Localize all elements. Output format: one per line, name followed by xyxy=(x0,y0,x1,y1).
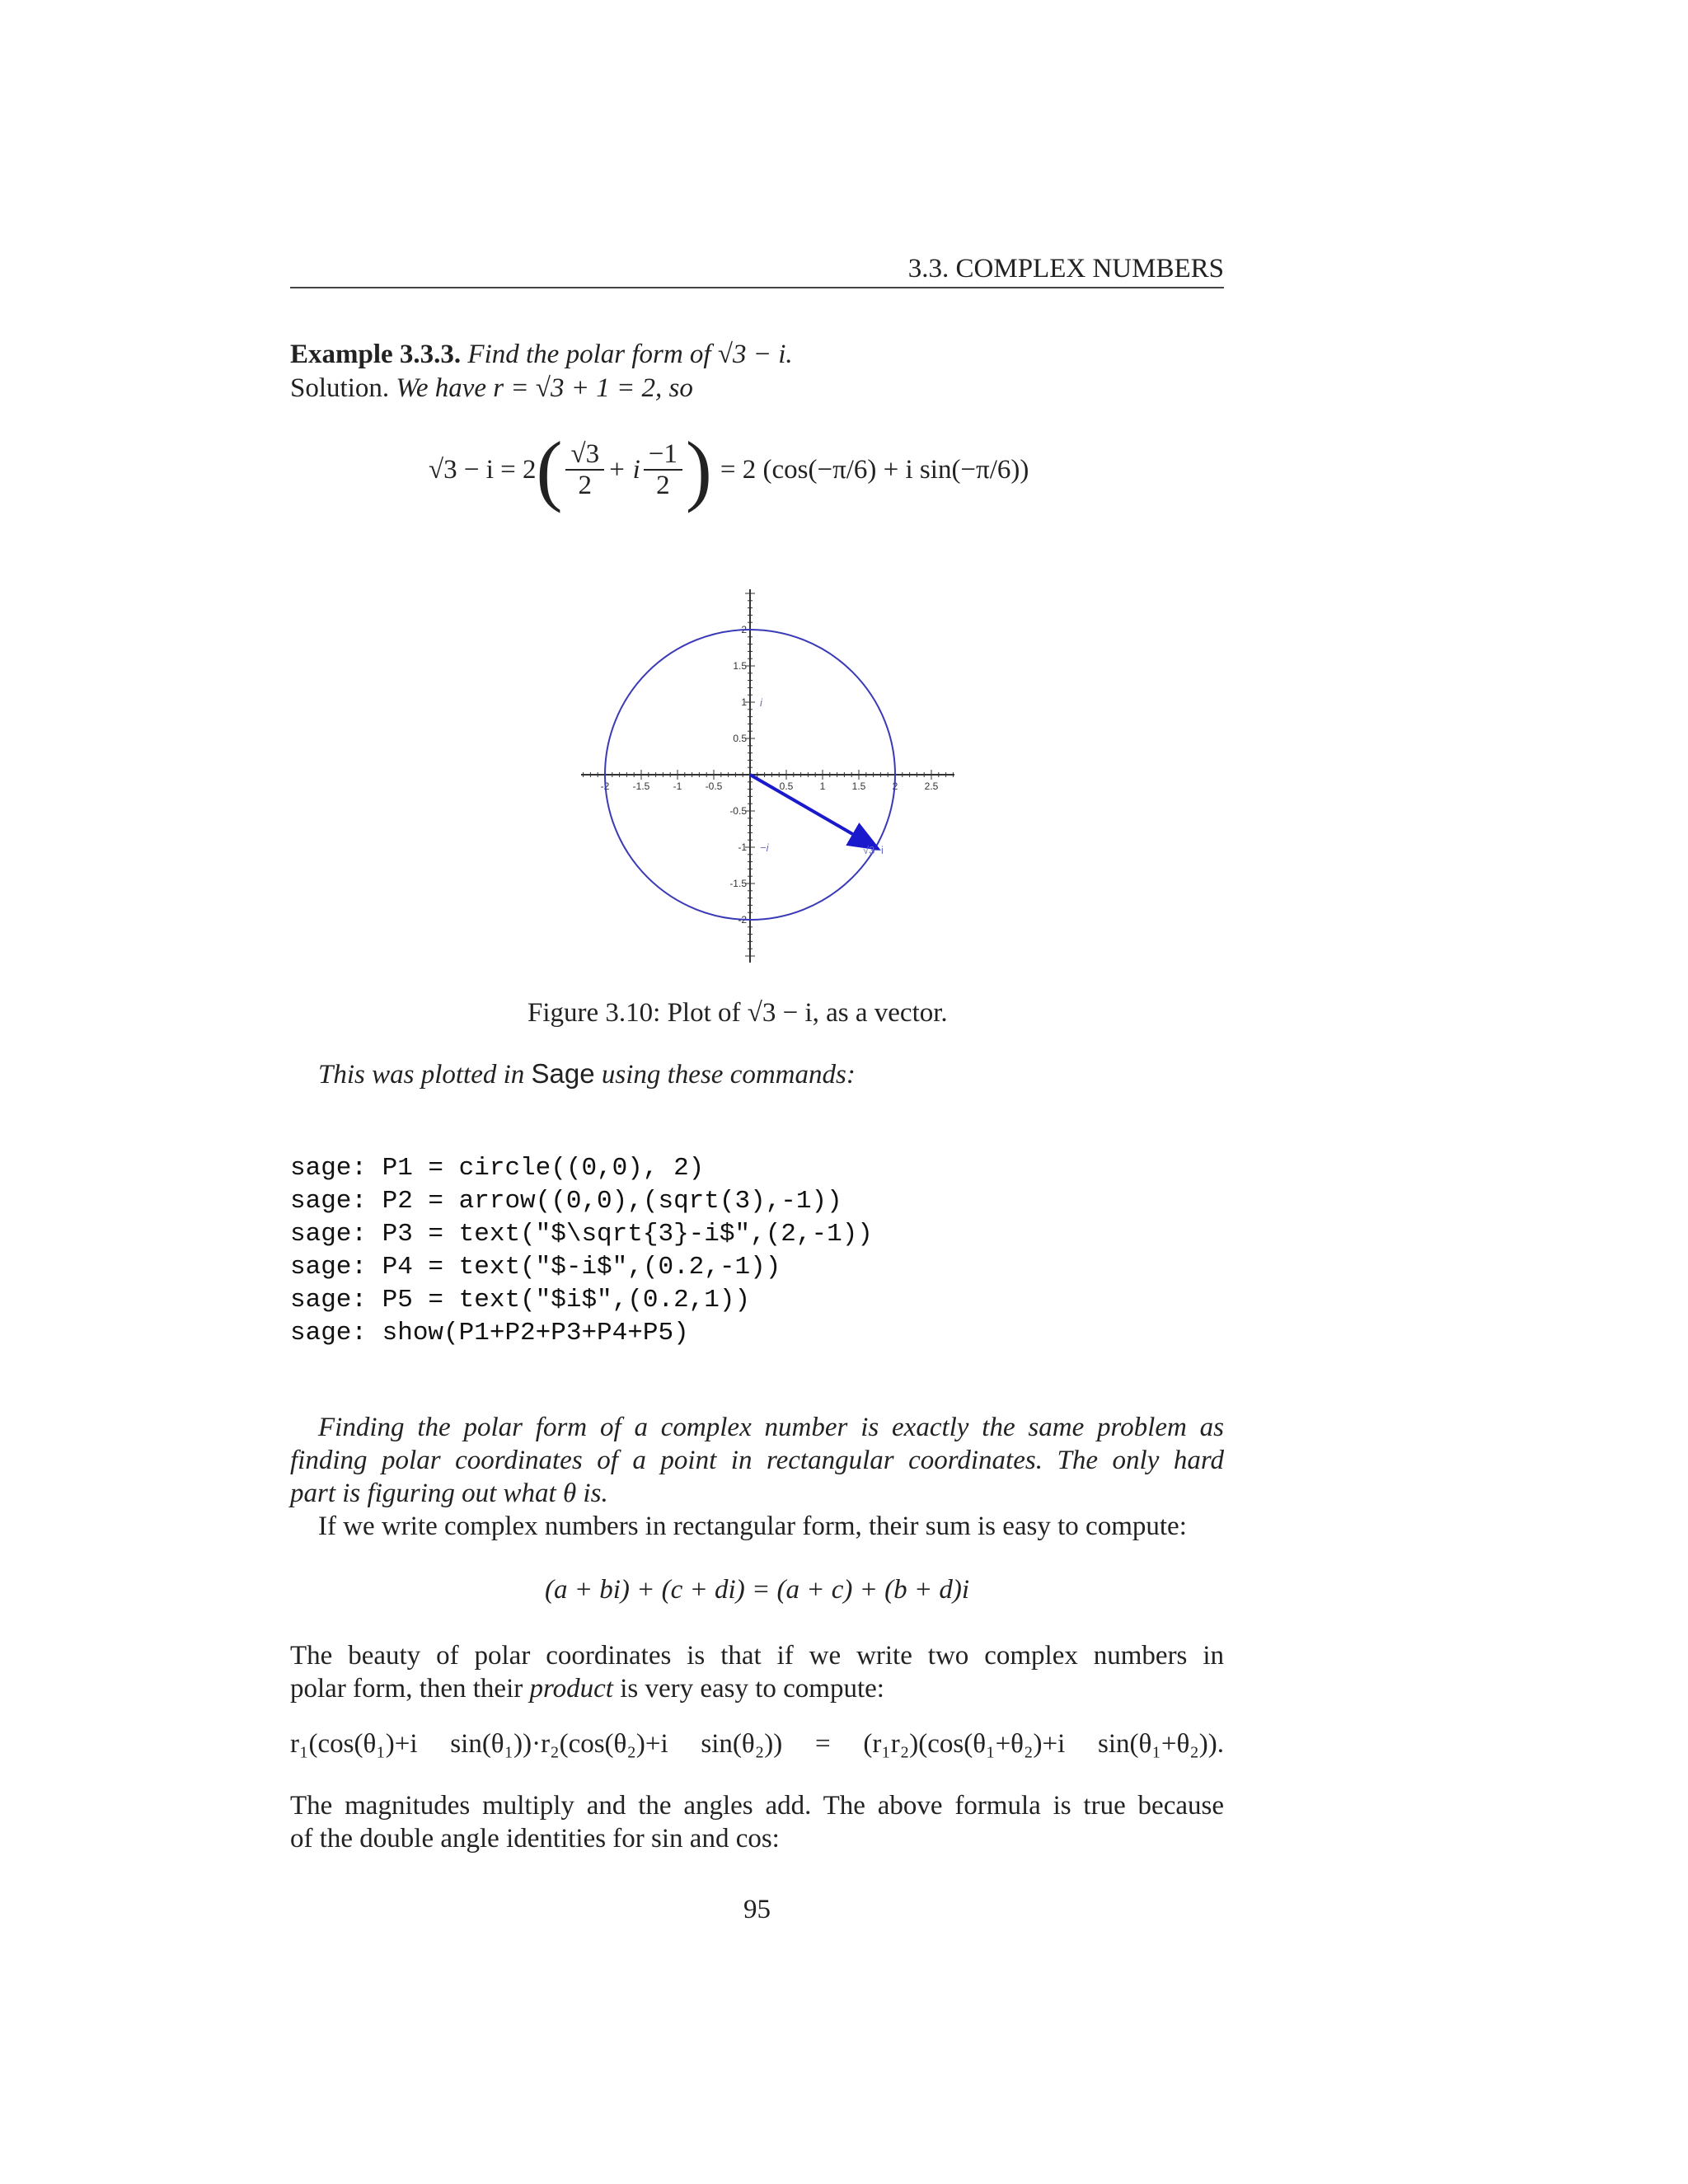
x-tick-label: 2.5 xyxy=(924,780,939,792)
equation-product: r₁(cos(θ₁)+i sin(θ₁))·r₂(cos(θ₂)+i sin(θ₂)) = (r₁r₂)(cos(θ₁+θ₂)+i sin(θ₁+θ₂)). xyxy=(290,1729,1224,1759)
paragraph-line: of the double angle identities for sin and cos: xyxy=(290,1824,780,1854)
complex-plane-plot xyxy=(577,585,956,964)
eq1-lhs: √3 − i = 2 xyxy=(429,455,537,485)
paragraph-line xyxy=(290,1672,1224,1705)
x-tick-label: 1 xyxy=(819,780,826,792)
eq1-frac2-num: −1 xyxy=(644,439,682,471)
x-tick-label: -2 xyxy=(600,780,610,792)
page-number: 95 xyxy=(743,1895,771,1924)
y-tick-label: 2 xyxy=(741,624,747,635)
code-line: sage: P4 = text("$-i$",(0.2,-1)) xyxy=(290,1253,781,1282)
example-heading-line xyxy=(290,338,793,371)
equation-sum: (a + bi) + (c + di) = (a + c) + (b + d)i xyxy=(544,1575,970,1605)
code-line: sage: show(P1+P2+P3+P4+P5) xyxy=(290,1319,689,1347)
paragraph-line: Finding the polar form of a complex number is exactly the same problem as xyxy=(318,1413,1224,1442)
x-tick-label: -0.5 xyxy=(705,780,723,792)
paragraph-polar-form xyxy=(290,1411,1224,1510)
paragraph-line: The magnitudes multiply and the angles add. The above formula is true because xyxy=(290,1791,1224,1821)
label-minus-i: −i xyxy=(760,841,769,854)
code-line: sage: P1 = circle((0,0), 2) xyxy=(290,1154,705,1183)
sage-intro-after: using these commands: xyxy=(594,1060,856,1090)
solution-line xyxy=(290,372,693,405)
p3-emphasis: product xyxy=(529,1674,613,1704)
code-line: sage: P2 = arrow((0,0),(sqrt(3),-1)) xyxy=(290,1187,842,1216)
code-line: sage: P3 = text("$\sqrt{3}-i$",(2,-1)) xyxy=(290,1220,873,1249)
y-tick-label: -1.5 xyxy=(729,878,747,889)
figure-caption: Figure 3.10: Plot of √3 − i, as a vector. xyxy=(528,998,948,1028)
x-tick-label: -1.5 xyxy=(632,780,650,792)
code-block xyxy=(290,1152,873,1350)
y-tick-label: 0.5 xyxy=(733,733,747,744)
y-tick-label: -2 xyxy=(738,914,747,926)
y-tick-label: 1.5 xyxy=(733,660,747,672)
running-header: 3.3. COMPLEX NUMBERS xyxy=(907,254,1224,284)
sage-intro-before: This was plotted in xyxy=(318,1060,532,1090)
example-label: Example 3.3.3. xyxy=(290,340,462,369)
example-prompt: Find the polar form of √3 − i. xyxy=(467,340,793,369)
eq1-rhs: = 2 (cos(−π/6) + i sin(−π/6)) xyxy=(720,455,1029,485)
code-line: sage: P5 = text("$i$",(0.2,1)) xyxy=(290,1286,751,1315)
header-rule xyxy=(290,287,1224,288)
sage-name: Sage xyxy=(531,1058,595,1089)
paragraph-magnitudes xyxy=(290,1789,1224,1855)
x-tick-label: 0.5 xyxy=(779,780,794,792)
eq1-frac2-den: 2 xyxy=(656,471,670,500)
paragraph-rectangular-sum: If we write complex numbers in rectangular form, their sum is easy to compute: xyxy=(318,1511,1187,1541)
x-tick-label: 2 xyxy=(892,780,898,792)
p3-after: is very easy to compute: xyxy=(612,1674,884,1704)
eq1-frac1-den: 2 xyxy=(578,471,593,500)
eq1-fraction-1 xyxy=(565,439,604,500)
x-tick-label: 1.5 xyxy=(851,780,866,792)
eq1-fraction-2 xyxy=(644,439,682,500)
y-tick-label: 1 xyxy=(741,696,747,708)
solution-text: We have r = √3 + 1 = 2, so xyxy=(396,373,693,403)
p3-before: polar form, then their xyxy=(290,1674,530,1704)
x-tick-label: -1 xyxy=(673,780,682,792)
paragraph-line: part is figuring out what θ is. xyxy=(290,1479,608,1508)
eq1-left-paren: ( xyxy=(536,425,563,513)
sage-intro xyxy=(318,1057,856,1091)
y-tick-label: -1 xyxy=(738,841,747,853)
eq1-right-paren: ) xyxy=(685,425,712,513)
eq1-plus-i: + i xyxy=(607,455,640,485)
equation-polar-form xyxy=(429,425,1029,513)
paragraph-line: finding polar coordinates of a point in rectangular coordinates. The only hard xyxy=(290,1446,1224,1475)
label-i: i xyxy=(760,696,762,709)
label-vector: √3−i xyxy=(863,844,884,856)
y-tick-label: -0.5 xyxy=(729,805,747,817)
eq1-frac1-num: √3 xyxy=(565,439,604,471)
paragraph-polar-product xyxy=(290,1639,1224,1705)
solution-label: Solution. xyxy=(290,373,390,403)
paragraph-line: The beauty of polar coordinates is that if we write two complex numbers in xyxy=(290,1641,1224,1671)
